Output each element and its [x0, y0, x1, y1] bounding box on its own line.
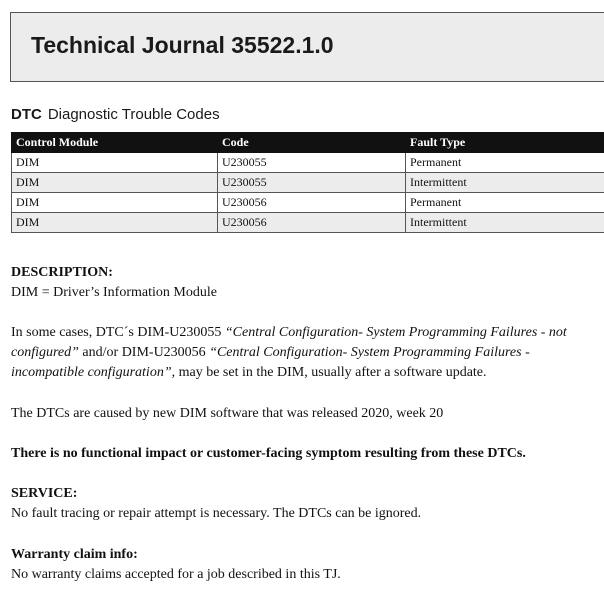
column-header-control-module: Control Module — [12, 133, 218, 153]
description-para3: There is no functional impact or customer-facing symptom resulting from these DTCs. — [11, 446, 526, 461]
para1-text: , may be set in the DIM, usually after a software update. — [171, 365, 487, 380]
cell-fault-type: Permanent — [406, 193, 604, 213]
service-heading: SERVICE: — [11, 486, 78, 501]
cell-fault-type: Intermittent — [406, 213, 604, 233]
warranty-text: No warranty claims accepted for a job described in this TJ. — [11, 567, 341, 582]
cell-control-module: DIM — [12, 153, 218, 173]
cell-code: U230055 — [218, 153, 406, 173]
cell-control-module: DIM — [12, 213, 218, 233]
para1-text: In some cases, DTC´s DIM-U230055 — [11, 325, 225, 340]
cell-code: U230056 — [218, 193, 406, 213]
description-heading: DESCRIPTION: — [11, 265, 113, 280]
table-row — [12, 193, 604, 213]
cell-code: U230055 — [218, 173, 406, 193]
description-para2: The DTCs are caused by new DIM software that was released 2020, week 20 — [11, 406, 444, 421]
description-para1-line2 — [11, 343, 530, 363]
title-box — [10, 12, 604, 82]
para1-text: and/or DIM-U230056 — [78, 345, 210, 360]
cell-control-module: DIM — [12, 173, 218, 193]
para1-quote: configured” — [11, 345, 79, 360]
para1-quote: “Central Configuration- System Programming Failures - not — [224, 325, 567, 340]
column-header-code: Code — [218, 133, 406, 153]
description-para1-line1 — [11, 323, 567, 343]
page-title: Technical Journal 35522.1.0 — [31, 32, 334, 58]
column-header-fault-type: Fault Type — [406, 133, 604, 153]
table-header-row — [12, 133, 604, 153]
table-row — [12, 173, 604, 193]
description-definition: DIM = Driver’s Information Module — [11, 285, 217, 300]
service-text: No fault tracing or repair attempt is necessary. The DTCs can be ignored. — [11, 506, 422, 521]
dtc-abbr: DTC — [11, 106, 42, 123]
dtc-section-heading — [11, 106, 220, 123]
table-row — [12, 153, 604, 173]
dtc-table — [11, 132, 604, 233]
cell-fault-type: Intermittent — [406, 173, 604, 193]
para1-quote: incompatible configuration” — [11, 365, 172, 380]
description-para1-line3 — [11, 363, 487, 383]
cell-control-module: DIM — [12, 193, 218, 213]
para1-quote: “Central Configuration- System Programming Failures - — [209, 345, 530, 360]
cell-code: U230056 — [218, 213, 406, 233]
cell-fault-type: Permanent — [406, 153, 604, 173]
table-row — [12, 213, 604, 233]
warranty-heading: Warranty claim info: — [11, 547, 138, 562]
dtc-label: Diagnostic Trouble Codes — [47, 106, 220, 123]
